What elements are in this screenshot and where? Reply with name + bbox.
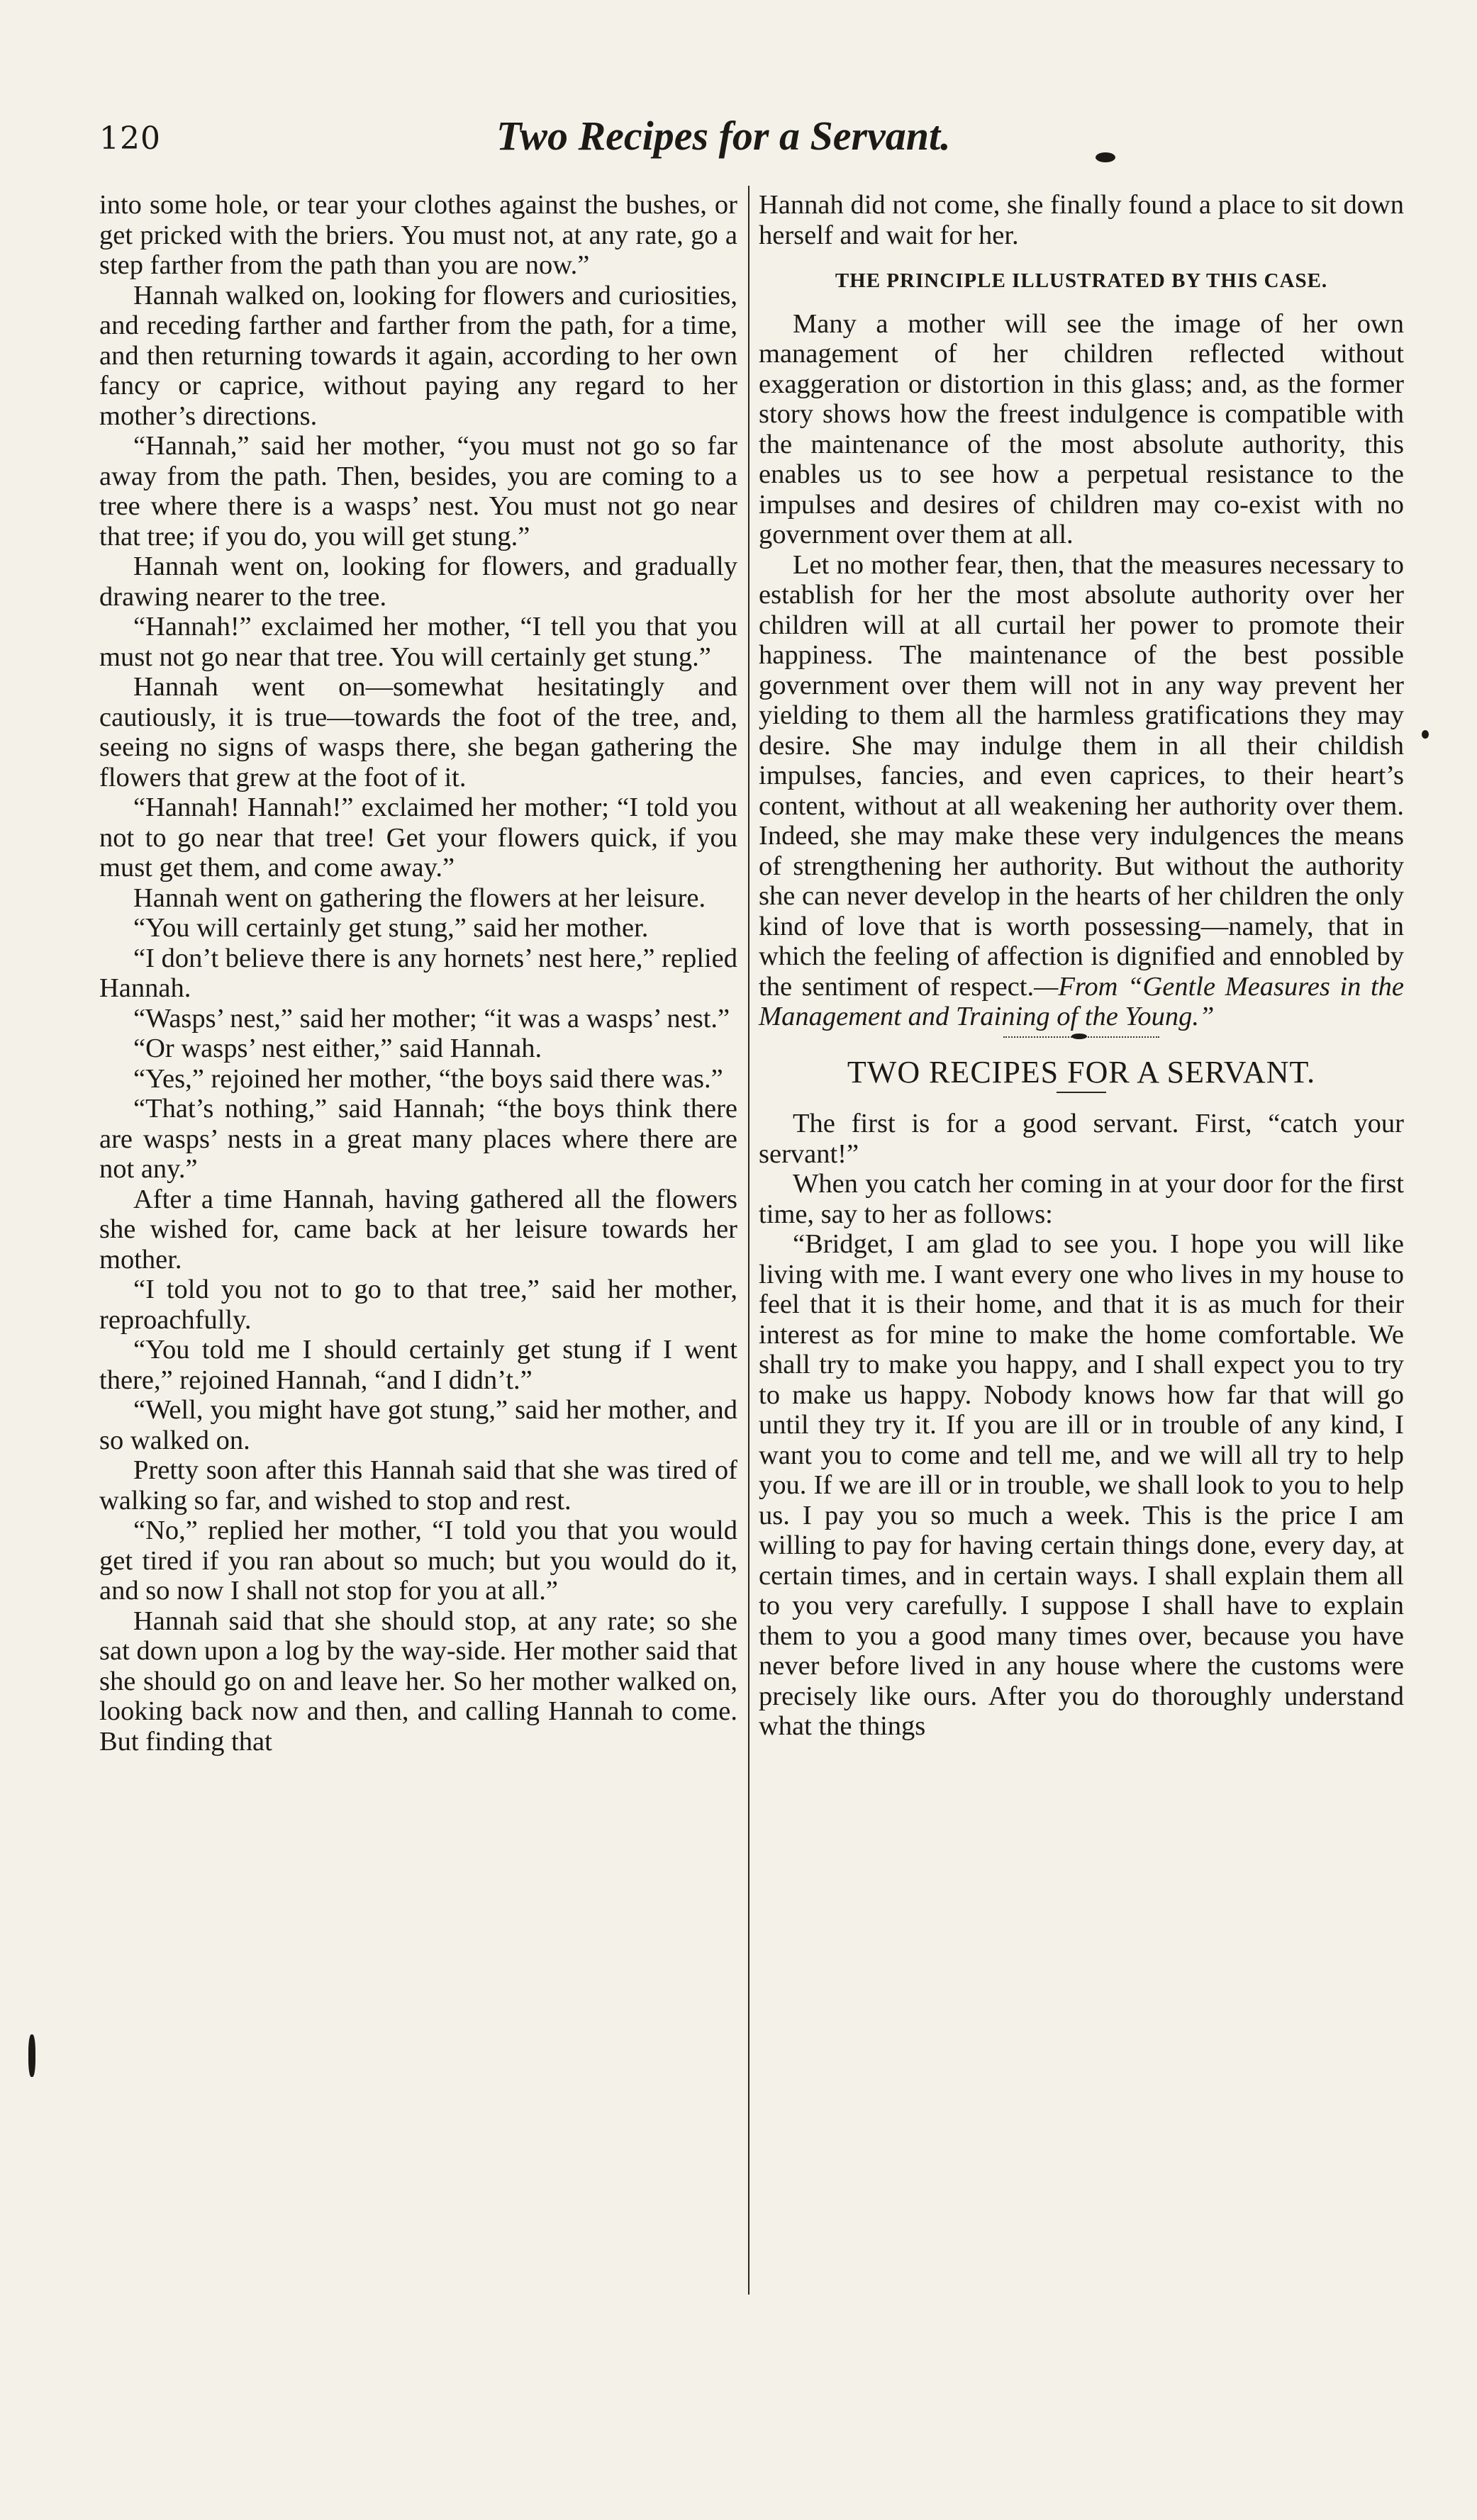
left-column xyxy=(99,190,737,1757)
running-title: Two Recipes for a Servant. xyxy=(496,113,951,159)
paragraph: “Hannah! Hannah!” exclaimed her mother; “I told you not to go near that tree! Get your flowers quick, if you must get them, and come away.” xyxy=(99,793,737,883)
page-number: 120 xyxy=(99,121,161,157)
ink-speck xyxy=(28,2034,35,2077)
paragraph: Hannah went on gathering the flowers at her leisure. xyxy=(133,883,706,913)
paragraph: “You will certainly get stung,” said her mother. xyxy=(133,913,649,943)
column-divider xyxy=(748,186,749,2295)
paragraph: “No,” replied her mother, “I told you that you would get tired if you ran about so much; but you would do it, and so now I shall not stop for you at all.” xyxy=(99,1516,737,1606)
paragraph: “Hannah!” exclaimed her mother, “I tell you that you must not go near that tree. You will certainly get stung.” xyxy=(99,612,737,672)
paragraph: “I don’t believe there is any hornets’ nest here,” replied Hannah. xyxy=(99,943,737,1003)
source-citation: —From “Gentle Measures in the Management and Training of the Young.” xyxy=(759,971,1404,1031)
paragraph: “Well, you might have got stung,” said her mother, and so walked on. xyxy=(99,1395,737,1455)
paragraph: Hannah said that she should stop, at any rate; so she sat down upon a log by the way-side. Her mother said that she should go on and leave her. So her mother walked on, looking back now and then, and calling Hannah to come. But finding that xyxy=(99,1606,737,1757)
paragraph: “Hannah,” said her mother, “you must not go so far away from the path. Then, besides, you are coming to a tree where there is a wasps’ nest. You must not go near that tree; if you do, you will get stung.” xyxy=(99,431,737,551)
paragraph: Pretty soon after this Hannah said that she was tired of walking so far, and wished to stop and rest. xyxy=(99,1455,737,1516)
ink-speck xyxy=(1096,152,1115,162)
paragraph: Hannah walked on, looking for flowers and curiosities, and receding farther and farther from the path, for a time, and then returning towards it again, according to her own fancy or caprice, without paying any regard to her mother’s directions. xyxy=(99,280,737,431)
paragraph: Hannah went on, looking for flowers, and gradually drawing nearer to the tree. xyxy=(99,551,737,612)
paragraph: “Yes,” rejoined her mother, “the boys said there was.” xyxy=(133,1063,723,1094)
ink-speck xyxy=(1422,730,1429,739)
paragraph: “You told me I should certainly get stung if I went there,” rejoined Hannah, “and I didn’t.” xyxy=(99,1335,737,1395)
paragraph-text: Let no mother fear, then, that the measures necessary to establish for her the most absolute authority over her children will at all curtail her power to promote their happiness. The maintenance of the best possible government over them will not in any way prevent her yielding to them all the harmless gratifications they may desire. She may indulge them in all their childish impulses, fancies, and even caprices, to their heart’s content, without at all weakening her authority over them. Indeed, she may make these very indulgences the means of strengthening her authority. But without the authority she can never develop in the hearts of her children the only kind of love that is worth possessing—namely, that in which the feeling of affection is dignified and ennobled by the sentiment of respect. xyxy=(759,549,1404,1002)
right-column xyxy=(759,190,1404,1742)
paragraph: “That’s nothing,” said Hannah; “the boys think there are wasps’ nests in a great many places where there are not any.” xyxy=(99,1094,737,1184)
paragraph: When you catch her coming in at your door for the first time, say to her as follows: xyxy=(759,1169,1404,1229)
paragraph: Hannah went on—somewhat hesitatingly and cautiously, it is true—towards the foot of the tree, and, seeing no signs of wasps there, she began gathering the flowers that grew at the foot of it. xyxy=(99,672,737,793)
paragraph: Hannah did not come, she finally found a place to sit down herself and wait for her. xyxy=(759,190,1404,250)
paragraph xyxy=(759,550,1404,1032)
paragraph: “Bridget, I am glad to see you. I hope you will like living with me. I want every one who lives in my house to feel that it is their home, and that it is as much for their interest as for mine to make the home comfortable. We shall try to make you happy, and I shall expect you to try to make us happy. Nobody knows how far that will go until they try it. If you are ill or in trouble of any kind, I want you to come and tell me, and we will all try to help you. If we are ill or in trouble, we shall look to you to help us. I pay you so much a week. This is the price I am willing to pay for having certain things done, every day, at certain times, and in certain ways. I shall explain them all to you very carefully. I suppose I shall have to explain them to you a good many times over, because you have never before lived in any house where the customs were precisely like ours. After you do thoroughly understand what the things xyxy=(759,1229,1404,1741)
paragraph: “I told you not to go to that tree,” said her mother, reproachfully. xyxy=(99,1275,737,1335)
paragraph: into some hole, or tear your clothes against the bushes, or get pricked with the briers. You must not, at any rate, go a step farther from the path than you are now.” xyxy=(99,190,737,280)
paragraph: The first is for a good servant. First, “catch your servant!” xyxy=(759,1109,1404,1169)
paragraph: After a time Hannah, having gathered all the flowers she wished for, came back at her leisure towards her mother. xyxy=(99,1184,737,1275)
paragraph: “Wasps’ nest,” said her mother; “it was a wasps’ nest.” xyxy=(133,1003,730,1034)
page-header xyxy=(99,106,1418,170)
title-rule xyxy=(1057,1092,1106,1093)
section-heading: THE PRINCIPLE ILLUSTRATED BY THIS CASE. xyxy=(835,269,1328,292)
paragraph: “Or wasps’ nest either,” said Hannah. xyxy=(133,1034,542,1063)
section-ornament xyxy=(1003,1036,1159,1042)
article-title: TWO RECIPES FOR A SERVANT. xyxy=(847,1054,1316,1090)
paragraph: Many a mother will see the image of her own management of her children reflected without exaggeration or distortion in this glass; and, as the former story shows how the freest indulgence is compatible with the maintenance of the most absolute authority, this enables us to see how a perpetual resistance to the impulses and desires of children may co-exist with no government over them at all. xyxy=(759,308,1404,549)
